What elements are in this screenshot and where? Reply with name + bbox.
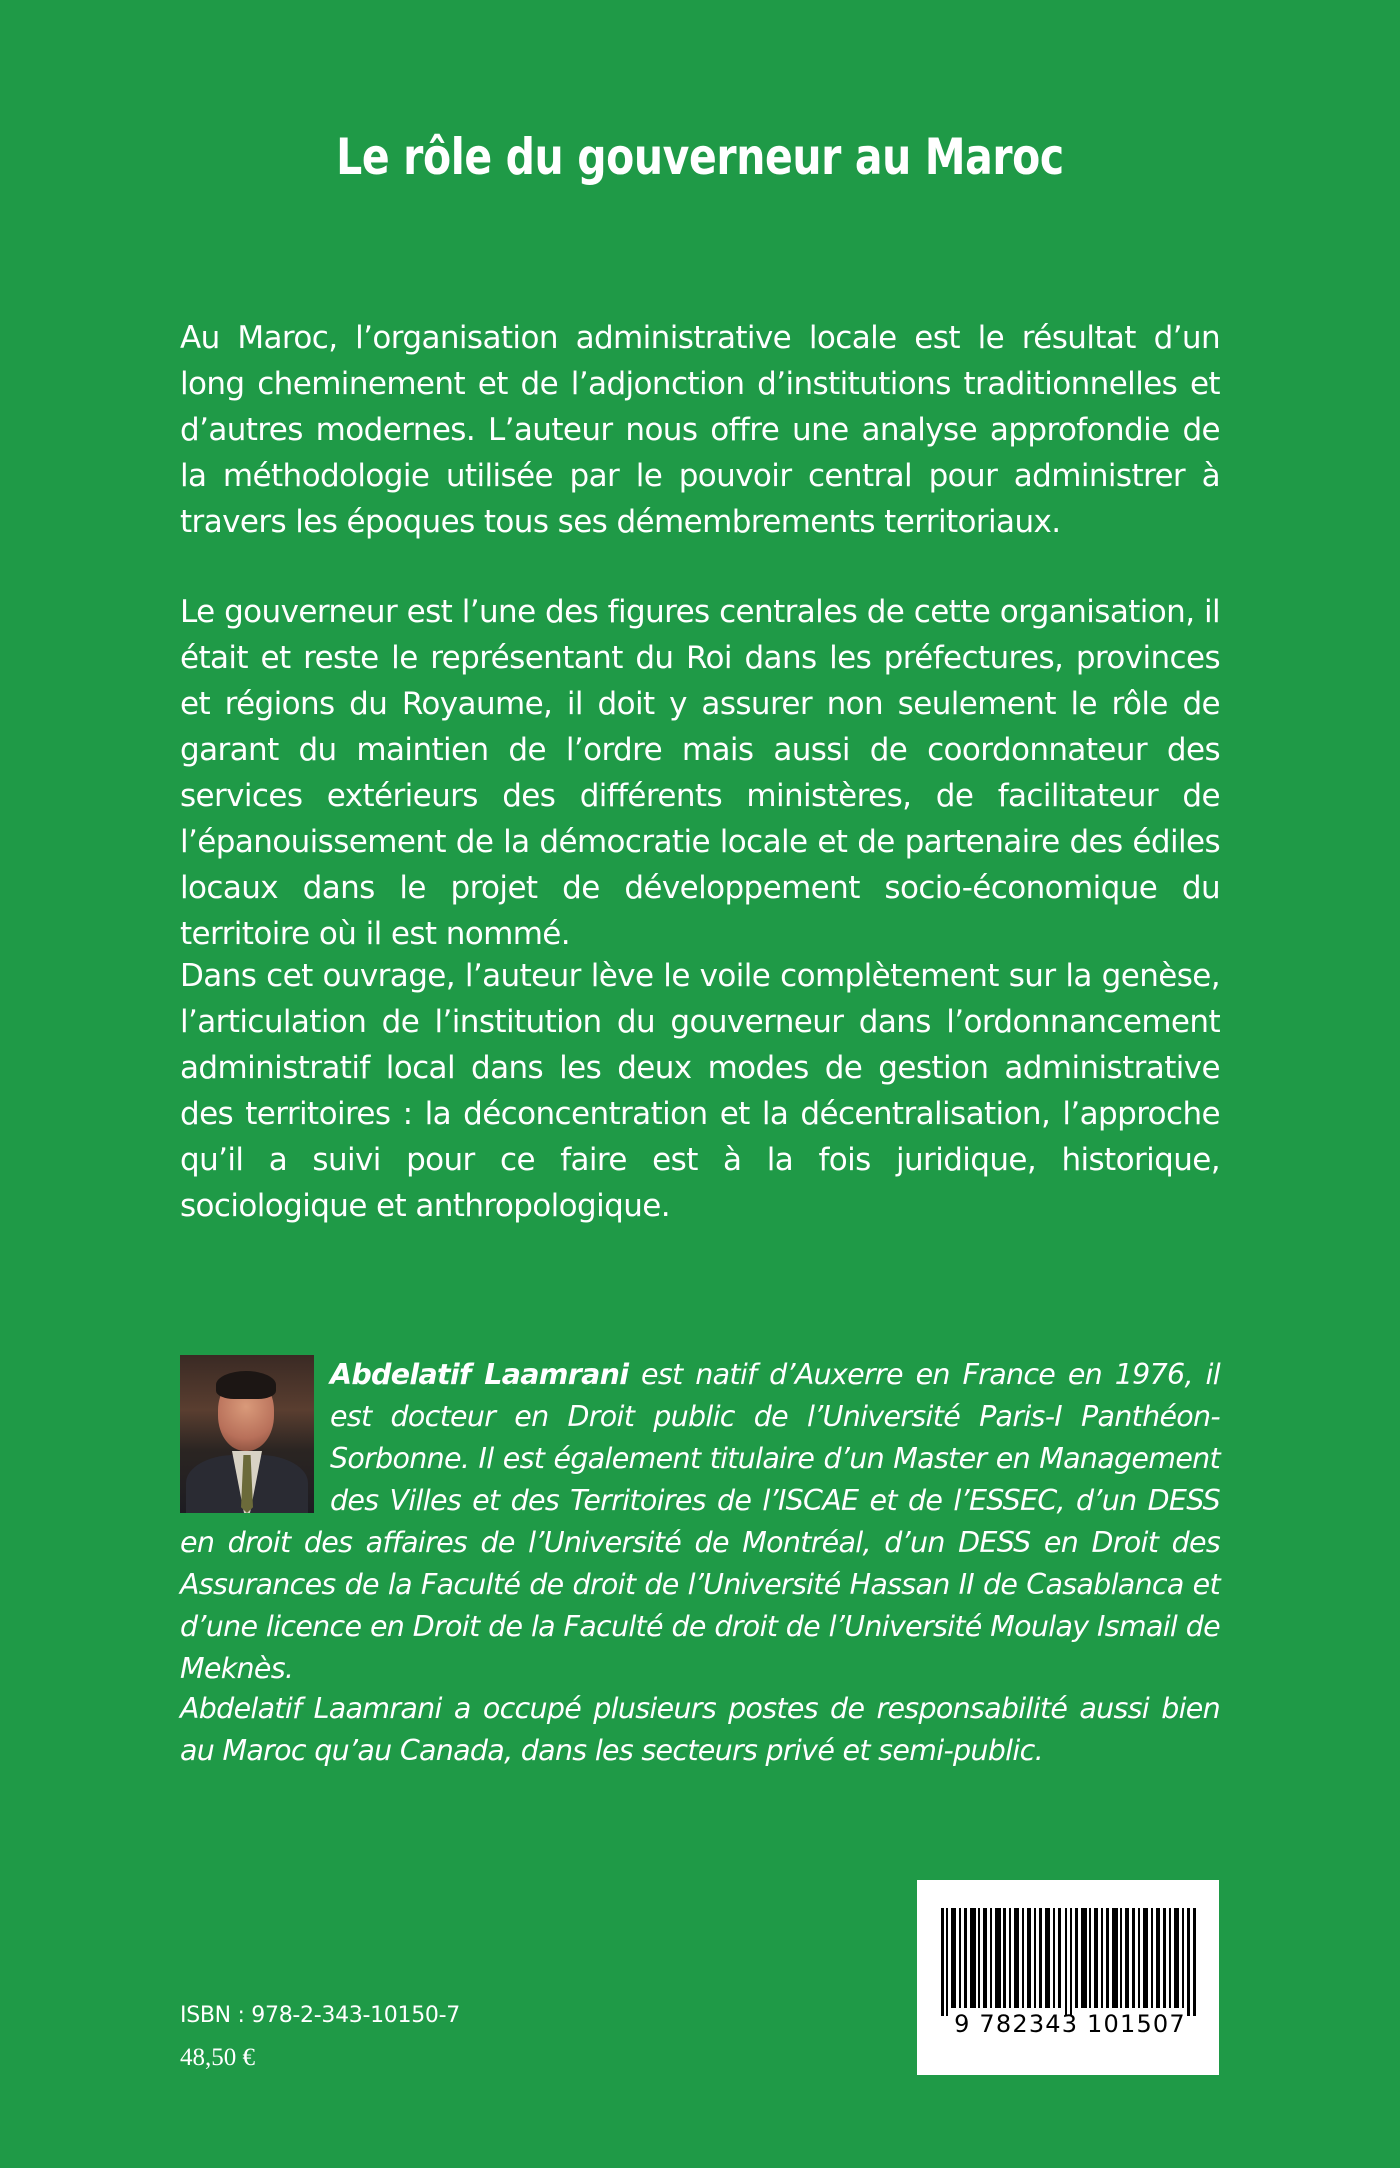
- barcode-bars: [941, 1908, 1199, 2016]
- description-paragraph-2: Le gouverneur est l’une des figures centrales de cette organisation, il était et reste le représentant du Roi dans les préfectures, provinces et régions du Royaume, il doit y assurer non seulement le rôle de garant du maintien de l’ordre mais aussi de coordonnateur des services extérieurs des différents ministères, de facilitateur de l’épanouissement de la démocratie locale et de partenaire des édiles locaux dans le projet de développement socio-économique du territoire où il est nommé.: [180, 594, 1220, 952]
- author-bio: [180, 1354, 1220, 1690]
- author-bio-2: Abdelatif Laamrani a occupé plusieurs postes de responsabilité aussi bien au Maroc qu’au Canada, dans les secteurs privé et semi-public.: [180, 1692, 1220, 1767]
- isbn: ISBN : 978-2-343-10150-7: [180, 2003, 460, 2028]
- author-bio-text: est natif d’Auxerre en France en 1976, il est docteur en Droit public de l’Université Paris-I Panthéon-Sorbonne. Il est également titulaire d’un Master en Management des Villes et des Territoires de l’ISCAE et de l’ESSEC, d’un DESS en droit des affaires de l’Université de Montréal, d’un DESS en Droit des Assurances de la Faculté de droit de l’Université Hassan II de Casablanca et d’une licence en Droit de la Faculté de droit de l’Université Moulay Ismail de Meknès.: [180, 1358, 1220, 1685]
- description-paragraph-3: Dans cet ouvrage, l’auteur lève le voile complètement sur la genèse, l’articulation de l’institution du gouverneur dans l’ordonnancement administratif local dans les deux modes de gestion administrative des territoires : la déconcentration et la décentralisation, l’approche qu’il a suivi pour ce faire est à la fois juridique, historique, sociologique et anthropologique.: [180, 958, 1220, 1224]
- description-paragraph-1: Au Maroc, l’organisation administrative locale est le résultat d’un long cheminement et de l’adjonction d’institutions traditionnelles et d’autres modernes. L’auteur nous offre une analyse approfondie de la méthodologie utilisée par le pouvoir central pour administrer à travers les époques tous ses démembrements territoriaux.: [180, 320, 1220, 540]
- barcode-number: 9 782343 101507: [954, 2010, 1186, 2038]
- price: 48,50 €: [180, 2044, 255, 2071]
- barcode: [917, 1880, 1219, 2075]
- book-title: Le rôle du gouverneur au Maroc: [336, 128, 1064, 186]
- author-name: Abdelatif Laamrani: [330, 1358, 629, 1391]
